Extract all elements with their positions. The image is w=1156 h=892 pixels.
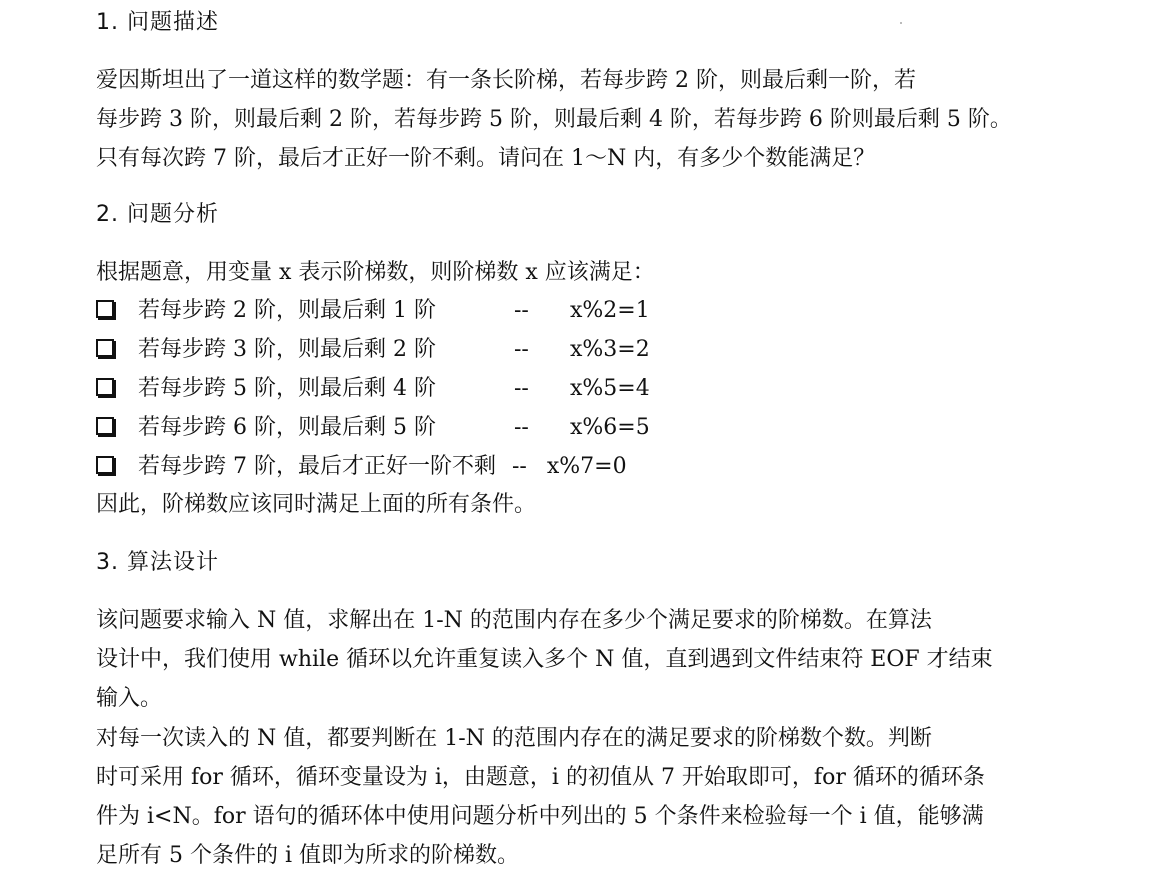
- condition-text: 若每步跨 6 阶，则最后剩 5 阶: [138, 415, 436, 440]
- section-2-number: 2.: [96, 202, 119, 227]
- condition-expression: x%5=4: [570, 376, 650, 401]
- condition-text: 若每步跨 5 阶，则最后剩 4 阶: [138, 376, 436, 401]
- condition-item: [96, 374, 650, 404]
- condition-separator: --: [514, 376, 529, 401]
- condition-separator: --: [512, 454, 527, 479]
- condition-separator: --: [514, 298, 529, 323]
- section-2-intro: 根据题意，用变量 x 表示阶梯数，则阶梯数 x 应该满足：: [96, 260, 655, 285]
- condition-separator: --: [514, 415, 529, 440]
- checkbox-bullet-icon: [96, 300, 114, 318]
- section-2-title: 问题分析: [127, 202, 220, 227]
- section-3-para-2-line-1: 对每一次读入的 N 值，都要判断在 1-N 的范围内存在的满足要求的阶梯数个数。判断: [96, 726, 932, 751]
- section-1-line-1: 爱因斯坦出了一道这样的数学题：有一条长阶梯，若每步跨 2 阶，则最后剩一阶，若: [96, 68, 916, 93]
- condition-expression: x%3=2: [570, 337, 650, 362]
- section-1-line-2: 每步跨 3 阶，则最后剩 2 阶，若每步跨 5 阶，则最后剩 4 阶，若每步跨 6 阶则最后剩 5 阶。: [96, 107, 1012, 132]
- condition-text: 若每步跨 3 阶，则最后剩 2 阶: [138, 337, 436, 362]
- condition-expression: x%7=0: [546, 454, 627, 479]
- condition-item: [96, 413, 650, 443]
- condition-separator: --: [514, 337, 529, 362]
- condition-expression: x%6=5: [570, 415, 650, 440]
- checkbox-bullet-icon: [96, 417, 114, 435]
- checkbox-bullet-icon: [96, 456, 114, 474]
- condition-item: [96, 452, 627, 482]
- condition-item: [96, 335, 650, 365]
- section-1-heading: [96, 8, 219, 38]
- section-3-para-2-line-4: 足所有 5 个条件的 i 值即为所求的阶梯数。: [96, 843, 520, 868]
- condition-expression: x%2=1: [570, 298, 650, 323]
- section-3-heading: [96, 548, 219, 578]
- section-3-para-2-line-3: 件为 i<N。for 语句的循环体中使用问题分析中列出的 5 个条件来检验每一个 i 值，能够满: [96, 804, 984, 829]
- section-2-heading: [96, 200, 219, 230]
- section-3-title: 算法设计: [127, 550, 220, 575]
- section-1-line-3: 只有每次跨 7 阶，最后才正好一阶不剩。请问在 1～N 内，有多少个数能满足？: [96, 146, 876, 171]
- condition-item: [96, 296, 650, 326]
- condition-text: 若每步跨 2 阶，则最后剩 1 阶: [138, 298, 436, 323]
- section-3-para-1-line-1: 该问题要求输入 N 值，求解出在 1-N 的范围内存在多少个满足要求的阶梯数。在算法: [96, 608, 932, 633]
- section-2-conclusion: 因此，阶梯数应该同时满足上面的所有条件。: [96, 492, 537, 517]
- section-3-number: 3.: [96, 550, 119, 575]
- section-3-para-1-line-2: 设计中，我们使用 while 循环以允许重复读入多个 N 值，直到遇到文件结束符 EOF 才结束: [96, 647, 993, 672]
- section-3-para-1-line-3: 输入。: [96, 686, 163, 711]
- condition-text: 若每步跨 7 阶，最后才正好一阶不剩: [138, 454, 496, 479]
- checkbox-bullet-icon: [96, 339, 114, 357]
- section-3-para-2-line-2: 时可采用 for 循环，循环变量设为 i，由题意，i 的初值从 7 开始取即可，for 循环的循环条: [96, 765, 985, 790]
- section-1-number: 1.: [96, 10, 119, 35]
- scan-speck: [900, 22, 902, 24]
- section-1-title: 问题描述: [127, 10, 220, 35]
- checkbox-bullet-icon: [96, 378, 114, 396]
